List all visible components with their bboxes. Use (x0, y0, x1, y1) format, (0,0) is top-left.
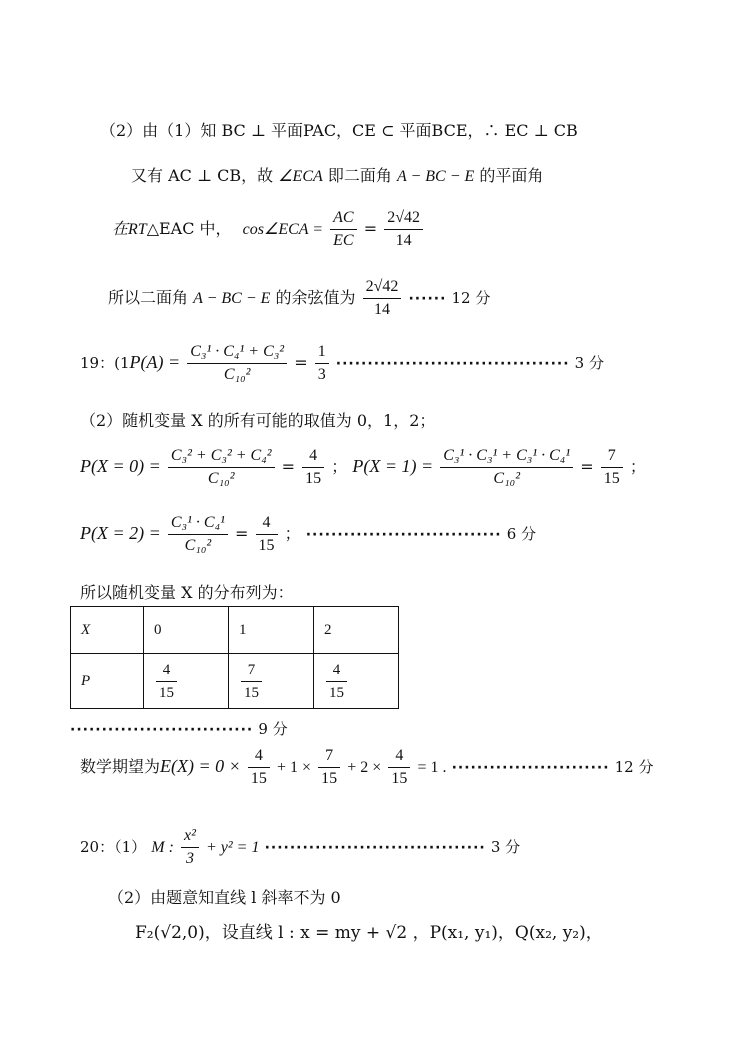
q19-l3-den: C₁₀² (207, 470, 235, 487)
q19-l7b: E(X) = 0 × (160, 756, 241, 776)
table-cell (229, 654, 314, 709)
q18-l2e: 的平面角 (479, 166, 544, 185)
q19-l7a: 数学期望为 (80, 757, 161, 776)
q19-l3-den2: C₁₀² (493, 470, 520, 487)
q20-l1b: M : (151, 839, 174, 856)
q19-l7-f3d: 15 (391, 770, 408, 787)
q19-l7c: + 1 × (276, 759, 312, 776)
q19-line2: （2）随机变量 X 的所有可能的取值为 0，1，2； (80, 411, 436, 430)
q18-l4-num: 2√42 (363, 277, 402, 299)
q20-line3: F₂(√2,0)，设直线 l : x = my + √2 ，P(x₁, y₁)，Q(x₂, y₂)， (135, 923, 603, 943)
q19-l7d: + 2 × (347, 759, 382, 776)
q19-l1-d2: 3 (317, 366, 326, 383)
table-cell: 1 (229, 607, 314, 654)
table-row (71, 654, 399, 709)
q18-l3c: cos∠ECA = (242, 221, 324, 238)
q19-l7e: = 1 . (417, 759, 447, 776)
q19-l3-n2: 4 (302, 446, 324, 468)
q18-line4 (108, 277, 490, 320)
q20-l1c: + y² = 1 (205, 839, 260, 856)
q20-l1-dots: ··································· (264, 840, 486, 856)
q18-line3 (112, 208, 425, 251)
q19-line5: 所以随机变量 X 的分布列为： (80, 583, 294, 602)
q20-line1 (80, 826, 520, 869)
q18-line1: （2）由（1）知 BC ⊥ 平面PAC，CE ⊂ 平面BCE，∴ EC ⊥ CB (100, 121, 578, 140)
q20-l1-num: x² (181, 826, 199, 848)
q18-l4-dots: ······ (408, 291, 447, 307)
table-frac-den: 15 (159, 684, 174, 701)
q19-l3-num2: C₃¹ · C₃¹ + C₃¹ · C₄¹ (440, 446, 573, 468)
table-cell: 0 (144, 607, 229, 654)
q19-l6-score: 9 分 (258, 720, 288, 738)
table-frac-num: 7 (241, 660, 262, 682)
q19-l7-f3n: 4 (388, 746, 410, 768)
q19-l4-dots: ······························· (305, 527, 502, 543)
table-cell: P (71, 654, 144, 709)
q19-l1-dots: ····································· (335, 356, 570, 372)
q19-l7-dots: ························· (451, 760, 610, 776)
q19-l7-f2n: 7 (318, 746, 340, 768)
q19-l1-den: C₁₀² (223, 366, 251, 383)
q19-l6-dots: ····························· (70, 722, 254, 738)
q20-l1-den: 3 (185, 850, 194, 867)
table-frac-num: 4 (156, 660, 177, 682)
q19-l1-score: 3 分 (574, 354, 604, 372)
q19-l1a: 19：(1 (80, 354, 130, 372)
q19-l3-eq2: = (580, 457, 594, 476)
q18-l3a: 在RT (112, 221, 147, 238)
q18-l3-num2: 2√42 (384, 208, 423, 230)
q18-l4b: A − BC − E (193, 290, 271, 307)
q19-line6 (70, 718, 288, 739)
table-row (71, 607, 399, 654)
table-cell (314, 654, 399, 709)
q20-l1a: 20：（1） (80, 838, 147, 856)
q19-l1-n2: 1 (315, 342, 329, 364)
q20-l1-score: 3 分 (490, 838, 521, 856)
q18-l3-eq: = (363, 219, 378, 238)
q18-l4c: 的余弦值为 (275, 288, 356, 307)
table-frac-den: 15 (329, 684, 344, 701)
q18-l3-den1: EC (333, 232, 354, 249)
q19-l3-sep: ； (331, 457, 348, 476)
q18-l3b: △EAC 中， (146, 219, 232, 238)
q19-l4a: P(X = 2) = (80, 523, 161, 543)
q19-l1b: P(A) = (129, 352, 181, 372)
q19-l3-d2: 15 (305, 470, 322, 487)
q18-l2c: 即二面角 (327, 166, 392, 185)
q19-l4-num: C₃¹ · C₄¹ (168, 513, 228, 535)
q19-line3 (80, 446, 646, 489)
q19-l4-n2: 4 (256, 513, 278, 535)
q19-l4-sep: ； (284, 524, 301, 543)
q18-l4-score: 12 分 (451, 289, 491, 307)
q19-l7-f1n: 4 (248, 746, 270, 768)
table-cell: 2 (314, 607, 399, 654)
table-frac-den: 15 (244, 684, 259, 701)
distribution-table (70, 606, 399, 709)
q18-l3-num1: AC (330, 208, 356, 230)
q18-l2d: A − BC − E (396, 168, 475, 185)
q19-l3-end: ； (629, 457, 646, 476)
q19-l3-eq: = (281, 457, 296, 476)
q19-line7 (80, 746, 654, 789)
q19-l4-eq: = (235, 524, 249, 543)
table-frac-num: 4 (326, 660, 347, 682)
q18-l2b: ∠ECA (278, 168, 323, 185)
q19-line4 (80, 513, 536, 556)
q19-l3-num: C₃² + C₃² + C₄² (168, 446, 275, 468)
q19-l1-num: C₃¹ · C₄¹ + C₃² (187, 342, 287, 364)
table-cell: X (71, 607, 144, 654)
q19-l3-d3: 15 (603, 470, 620, 487)
table-cell (144, 654, 229, 709)
q20-line2: （2）由题意知直线 l 斜率不为 0 (108, 888, 341, 907)
q18-l3-den2: 14 (395, 232, 412, 249)
q18-l4a: 所以二面角 (108, 288, 189, 307)
q19-l7-f2d: 15 (321, 770, 338, 787)
q18-l4-den: 14 (374, 301, 390, 318)
q19-l4-score: 6 分 (506, 525, 537, 543)
q19-l7-score: 12 分 (614, 758, 654, 776)
q18-l2a: 又有 AC ⊥ CB，故 (131, 166, 274, 185)
q19-l3a: P(X = 0) = (80, 456, 161, 476)
q19-l4-d2: 15 (258, 537, 275, 554)
q19-l7-f1d: 15 (250, 770, 267, 787)
q19-l4-den: C₁₀² (184, 537, 212, 554)
q19-l3b: P(X = 1) = (352, 456, 434, 476)
q18-line2 (131, 163, 543, 186)
q19-line1 (80, 342, 604, 385)
q19-l1-eq: = (294, 353, 308, 372)
q19-l3-n3: 7 (601, 446, 623, 468)
